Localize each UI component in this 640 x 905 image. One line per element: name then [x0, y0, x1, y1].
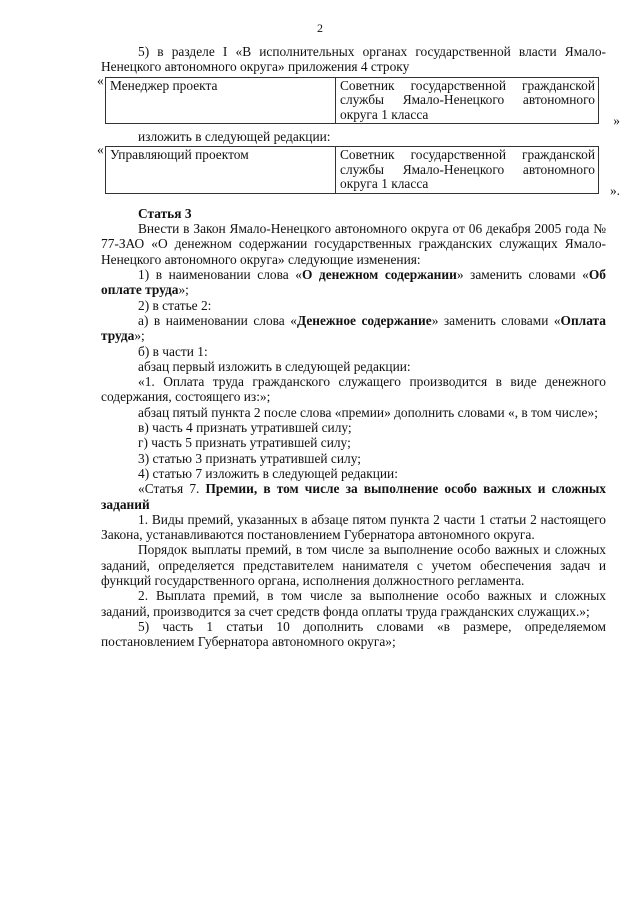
item-g: г) часть 5 признать утратившей силу; — [138, 435, 351, 451]
article-7-title: «Статья 7. Премии, в том числе за выполнение особо важных и сложных заданий — [101, 481, 606, 512]
article-7-paragraph-1: 1. Виды премий, указанных в абзаце пятом пункта 2 части 1 статьи 2 настоящего Закона, устанавливаются постановлением Губернатора автономного округа. — [101, 511, 606, 543]
item-2: 2) в статье 2: — [138, 297, 212, 313]
item-2b: б) в части 1: — [138, 343, 208, 359]
open-quote: « — [97, 142, 104, 158]
quote-part-1: «1. Оплата труда гражданского служащего производится в виде денежного содержания, состоящего из:»; — [101, 374, 606, 405]
article-7-paragraph-3: 2. Выплата премий, в том числе за выполнение особо важных и сложных заданий, производится за счет средств фонда оплаты труда гражданских служащих.»; — [101, 588, 606, 619]
close-quote: ». — [609, 182, 620, 198]
article-intro: Внести в Закон Ямало-Ненецкого автономного округа от 06 декабря 2005 года № 77-ЗАО «О денежном содержании государственных гражданских служащих Ямало-Ненецкого автономного округа» следующие изменения: — [101, 221, 606, 267]
article-title: Статья 3 — [138, 205, 192, 221]
paragraph-section-change: 5) в разделе I «В исполнительных органах государственной власти Ямало-Ненецкого автономного округа» приложения 4 строку — [101, 44, 606, 75]
abzac-fifth: абзац пятый пункта 2 после слова «премии» дополнить словами «, в том числе»; — [138, 404, 598, 420]
item-4: 4) статью 7 изложить в следующей редакции: — [138, 465, 398, 481]
item-5: 5) часть 1 статьи 10 дополнить словами «в размере, определяемом постановлением Губернатора автономного округа»; — [101, 618, 606, 650]
table-row — [106, 147, 599, 194]
page-number: 2 — [317, 21, 323, 35]
item-2a: а) в наименовании слова «Денежное содержание» заменить словами «Оплата труда»; — [101, 312, 606, 344]
table-row — [106, 77, 599, 124]
rank-cell: Советник государственной гражданской службы Ямало-Ненецкого автономного округа 1 класса — [336, 77, 599, 124]
position-table-old — [97, 72, 620, 128]
paragraph-replace-intro: изложить в следующей редакции: — [138, 129, 331, 145]
item-3: 3) статью 3 признать утратившей силу; — [138, 450, 361, 466]
item-1: 1) в наименовании слова «О денежном содержании» заменить словами «Об оплате труда»; — [101, 267, 606, 298]
item-v: в) часть 4 признать утратившей силу; — [138, 420, 352, 436]
position-title-cell: Менеджер проекта — [106, 77, 336, 124]
rank-cell: Советник государственной гражданской службы Ямало-Ненецкого автономного округа 1 класса — [336, 147, 599, 194]
close-quote: » — [613, 112, 620, 128]
open-quote: « — [97, 72, 104, 88]
document-body — [97, 44, 620, 650]
abzac-first: абзац первый изложить в следующей редакции: — [138, 358, 411, 374]
article-7-paragraph-2: Порядок выплаты премий, в том числе за выполнение особо важных и сложных заданий, определяется представителем нанимателя с учетом обеспечения задач и функций государственного органа, исполнения должностного регламента. — [101, 542, 606, 589]
position-table-new — [97, 142, 620, 198]
position-title-cell: Управляющий проектом — [106, 147, 336, 194]
